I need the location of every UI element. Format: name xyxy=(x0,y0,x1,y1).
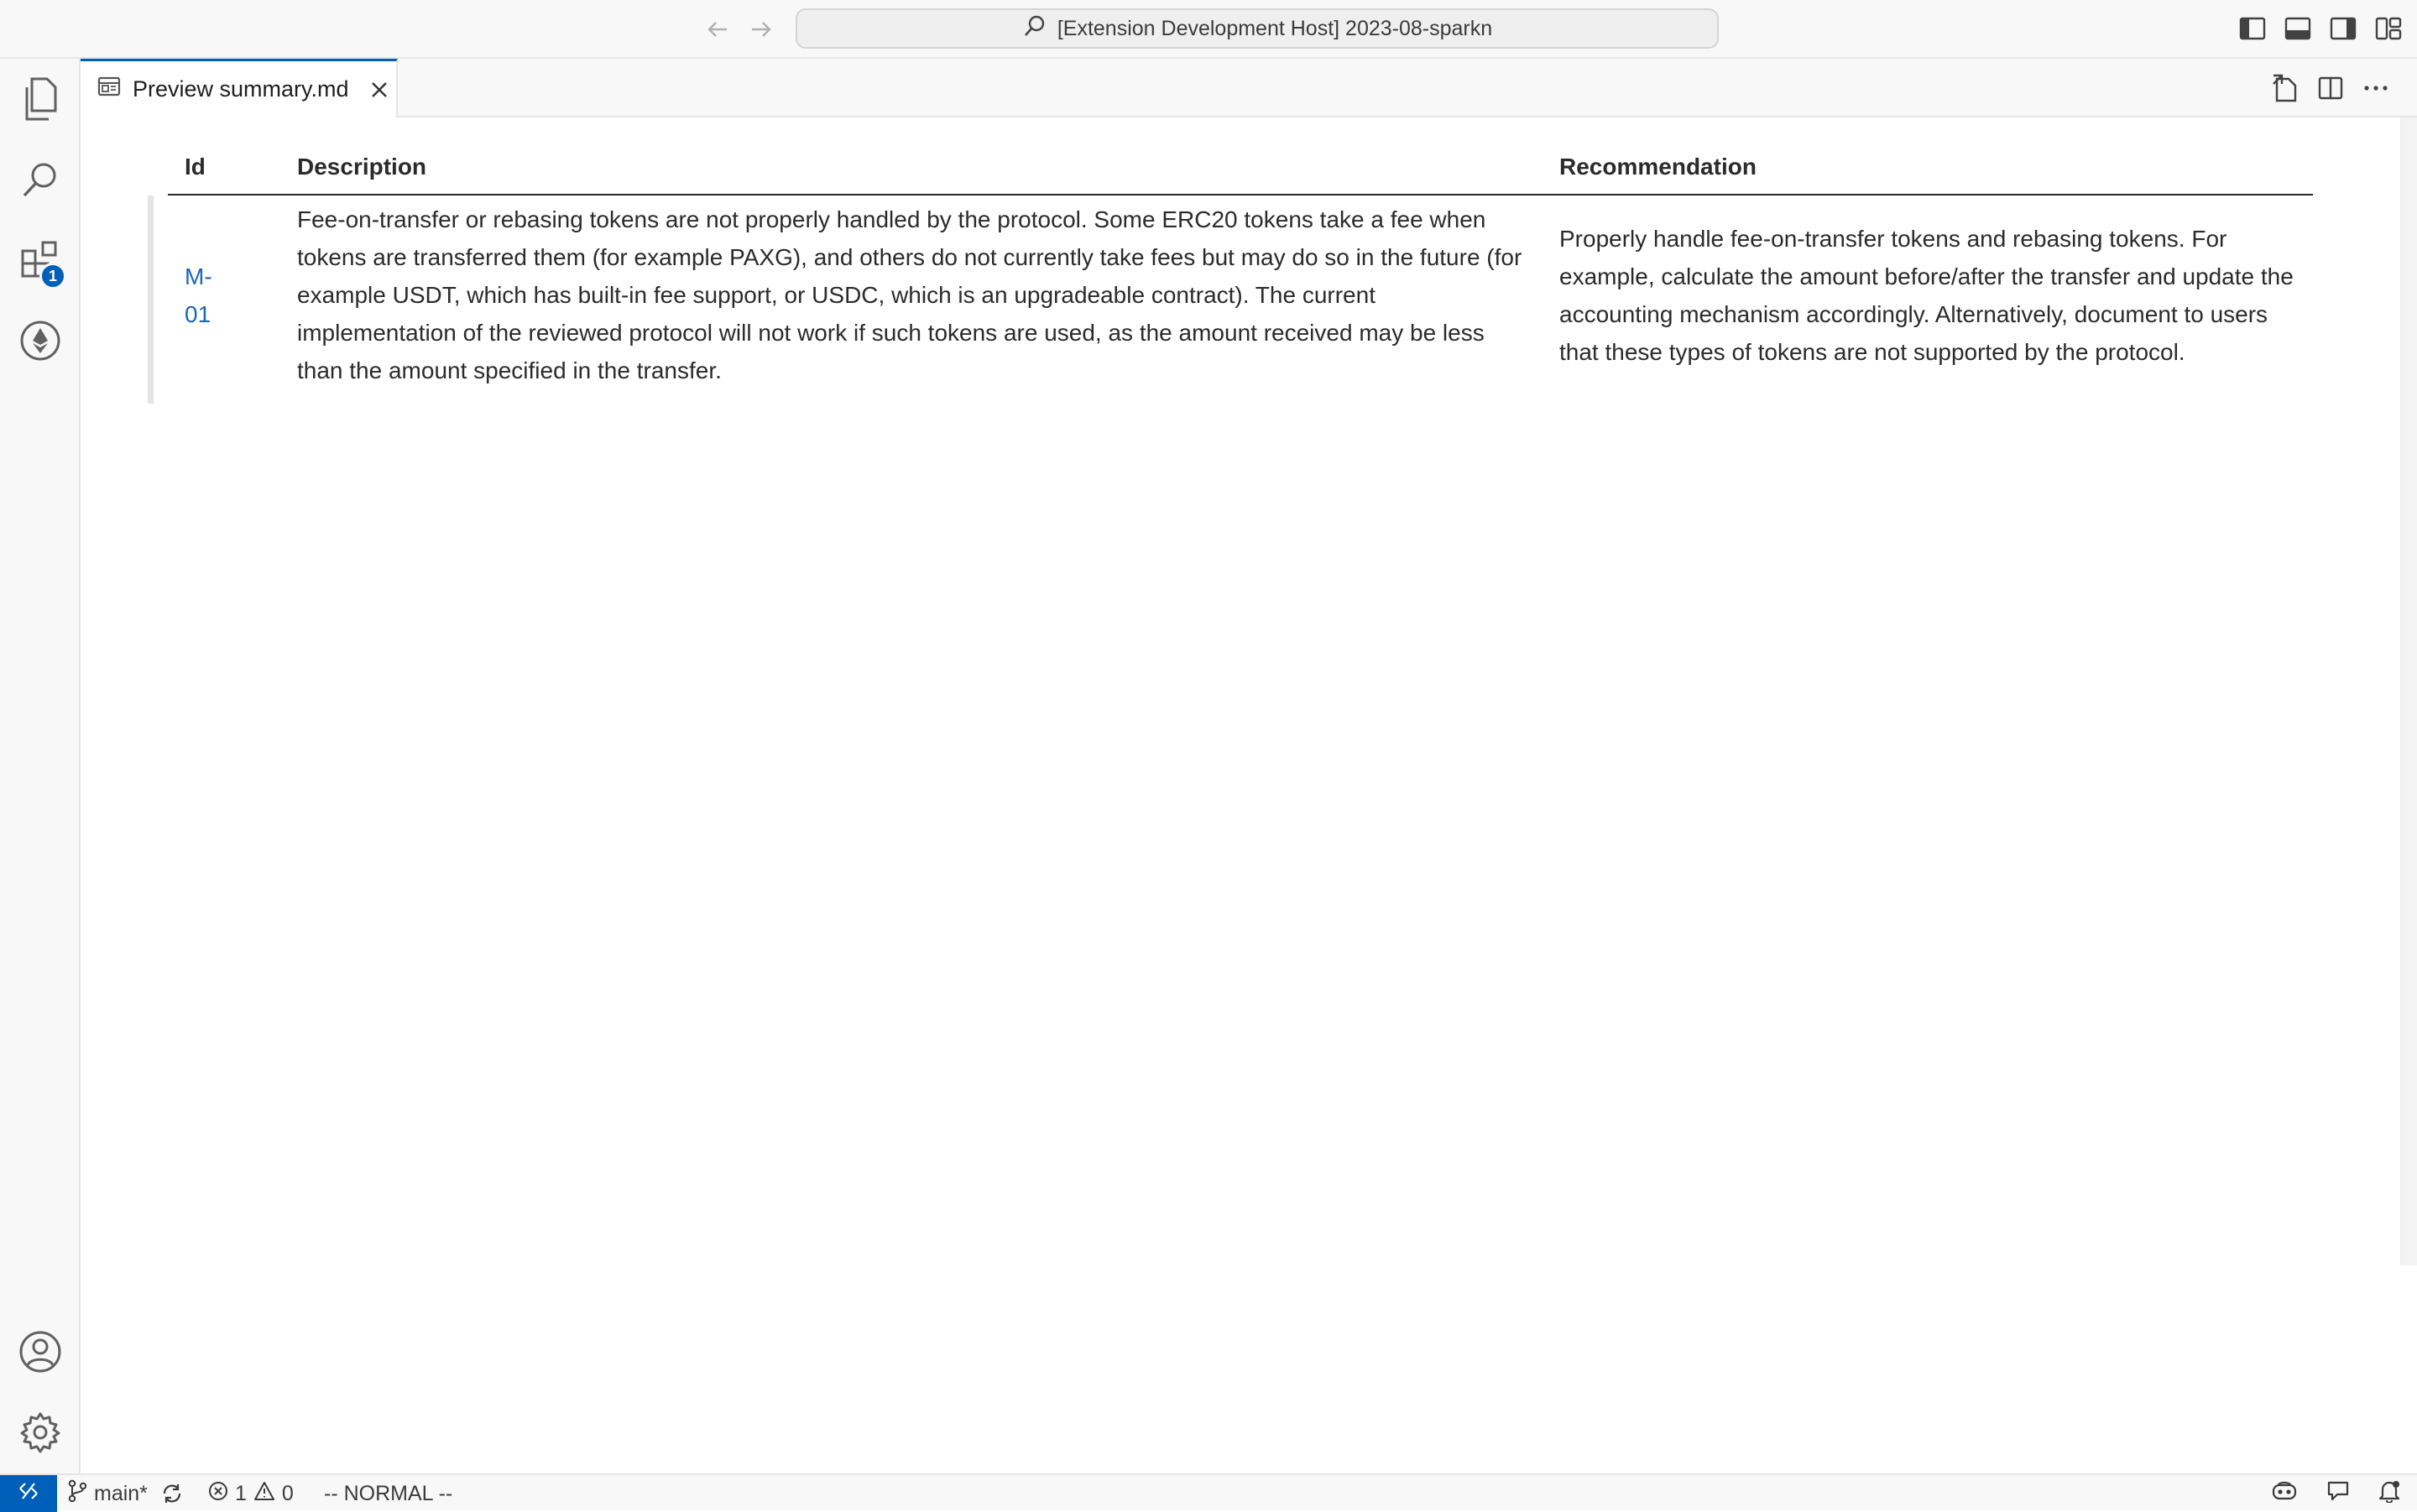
cell-description: Fee-on-transfer or rebasing tokens are not properly handled by the protocol. Some ERC20 tokens take a fee when tokens are transferred them (for example PAXG), and others do not currently take fees but may do so in the future (for example USDT, which has built-in fee support, or USDC, which is an upgradeable contract). The current implementation of the reviewed protocol will not work if such tokens are used, as the amount received may be less than the amount specified in the transfer. xyxy=(297,206,1522,383)
branch-indicator[interactable] xyxy=(67,1475,148,1512)
findings-table xyxy=(168,148,2313,398)
error-count: 1 xyxy=(235,1481,247,1505)
tab-bar xyxy=(81,59,2417,117)
title-bar xyxy=(0,0,2417,59)
vertical-scrollbar[interactable] xyxy=(2400,117,2417,1265)
toggle-secondary-sidebar-icon[interactable] xyxy=(2326,12,2360,45)
arrow-left-icon[interactable] xyxy=(702,13,733,45)
branch-label: main* xyxy=(94,1481,148,1505)
tab-preview-summary[interactable] xyxy=(81,59,398,117)
manage-gear-icon[interactable] xyxy=(0,1392,81,1473)
extensions-badge: 1 xyxy=(39,263,66,289)
close-icon[interactable] xyxy=(366,76,393,103)
solidity-icon[interactable] xyxy=(0,300,81,381)
tab-label: Preview summary.md xyxy=(133,76,349,102)
extensions-icon[interactable] xyxy=(0,220,81,300)
more-actions-icon[interactable] xyxy=(2358,70,2394,106)
copilot-icon[interactable] xyxy=(2271,1480,2298,1508)
markdown-preview xyxy=(81,117,2417,1473)
vim-mode: -- NORMAL -- xyxy=(324,1481,453,1505)
command-center-label: [Extension Development Host] 2023-08-sparkn xyxy=(1057,16,1493,40)
files-icon[interactable] xyxy=(0,59,81,139)
notifications-bell-icon[interactable] xyxy=(2378,1479,2400,1509)
header-description: Description xyxy=(280,148,1543,195)
feedback-icon[interactable] xyxy=(2326,1480,2350,1508)
header-id: Id xyxy=(168,148,280,195)
account-icon[interactable] xyxy=(0,1311,81,1392)
remote-indicator[interactable] xyxy=(0,1475,57,1512)
activity-bar xyxy=(0,59,81,1473)
table-row xyxy=(168,195,2313,398)
remote-icon xyxy=(18,1480,39,1508)
preview-icon xyxy=(97,76,121,102)
active-row-marker xyxy=(148,196,154,404)
split-editor-icon[interactable] xyxy=(2313,70,2348,106)
header-recommendation: Recommendation xyxy=(1543,148,2313,195)
cell-recommendation: Properly handle fee-on-transfer tokens and rebasing tokens. For example, calculate the amount before/after the transfer and update the accounting mechanism accordingly. Alternatively, document to users that these types of tokens are not supported by the protocol. xyxy=(1559,225,2294,365)
toggle-panel-icon[interactable] xyxy=(2281,12,2315,45)
warning-count: 0 xyxy=(281,1481,294,1505)
search-icon xyxy=(1022,13,1047,44)
table-header-row xyxy=(168,148,2313,195)
arrow-right-icon[interactable] xyxy=(745,13,777,45)
search-icon[interactable] xyxy=(0,139,81,220)
toggle-primary-sidebar-icon[interactable] xyxy=(2236,12,2269,45)
customize-layout-icon[interactable] xyxy=(2372,12,2405,45)
problems-indicator[interactable] xyxy=(208,1475,294,1512)
git-branch-icon xyxy=(67,1479,87,1509)
status-bar xyxy=(0,1473,2417,1510)
open-source-icon[interactable] xyxy=(2268,70,2303,106)
finding-id-link[interactable]: M-01 xyxy=(185,263,212,327)
error-icon xyxy=(208,1481,228,1507)
sync-icon[interactable] xyxy=(161,1475,183,1512)
warning-icon xyxy=(253,1481,275,1507)
command-center[interactable] xyxy=(796,8,1719,49)
cell-id xyxy=(168,195,280,398)
